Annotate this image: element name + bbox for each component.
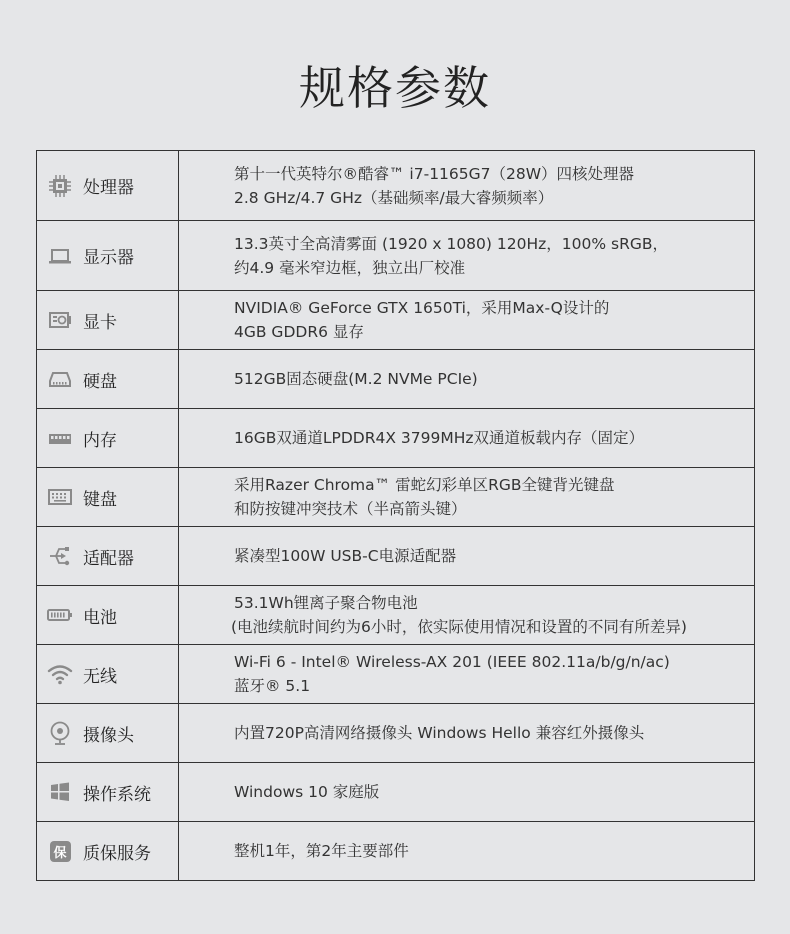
spec-value-cell xyxy=(179,822,754,880)
spec-value-line: 13.3英寸全高清雾面 (1920 x 1080) 120Hz，100% sRGB， xyxy=(234,234,668,253)
spec-value-cell xyxy=(179,409,754,467)
spec-value-cell xyxy=(179,151,754,220)
spec-row-warranty xyxy=(37,822,754,881)
warranty-icon: 保 xyxy=(47,838,73,864)
spec-value-line: 第十一代英特尔®酷睿™ i7-1165G7（28W）四核处理器 xyxy=(234,164,635,183)
spec-row-wireless xyxy=(37,645,754,704)
spec-value-cell xyxy=(179,704,754,762)
spec-value-line: (电池续航时间约为6小时，依实际使用情况和设置的不同有所差异) xyxy=(231,618,687,636)
windows-icon xyxy=(47,779,73,805)
spec-value-cell xyxy=(179,527,754,585)
spec-value-line: 16GB双通道LPDDR4X 3799MHz双通道板载内存（固定） xyxy=(234,429,645,447)
spec-row-memory xyxy=(37,409,754,468)
spec-label: 键盘 xyxy=(83,489,117,510)
spec-label: 处理器 xyxy=(83,178,134,198)
spec-row-graphics xyxy=(37,291,754,350)
spec-label-cell xyxy=(37,645,179,703)
spec-value-line: 约4.9 毫米窄边框，独立出厂校准 xyxy=(234,258,466,277)
spec-value-line: NVIDIA® GeForce GTX 1650Ti，采用Max-Q设计的 xyxy=(234,299,610,317)
spec-value-line: 整机1年，第2年主要部件 xyxy=(234,842,409,860)
spec-label: 操作系统 xyxy=(83,784,151,805)
spec-row-processor xyxy=(37,151,754,221)
spec-label-cell xyxy=(37,468,179,526)
spec-row-webcam xyxy=(37,704,754,763)
spec-value-line: 内置720P高清网络摄像头 Windows Hello 兼容红外摄像头 xyxy=(234,724,645,742)
spec-label: 硬盘 xyxy=(83,371,117,392)
spec-value-cell xyxy=(179,221,754,290)
spec-row-adapter xyxy=(37,527,754,586)
spec-value-cell xyxy=(179,645,754,703)
spec-value-line: 蓝牙® 5.1 xyxy=(234,677,311,695)
spec-label: 无线 xyxy=(83,666,117,687)
spec-label: 显示器 xyxy=(83,248,134,268)
spec-value-line: Wi-Fi 6 - Intel® Wireless-AX 201 (IEEE 802.11a/b/g/n/ac) xyxy=(234,653,670,671)
spec-label-cell xyxy=(37,822,179,880)
spec-label-cell xyxy=(37,704,179,762)
usb-icon xyxy=(47,543,73,569)
spec-row-os xyxy=(37,763,754,822)
spec-label-cell xyxy=(37,350,179,408)
spec-label-cell xyxy=(37,586,179,644)
graphics-card-icon xyxy=(47,307,73,333)
memory-icon xyxy=(47,425,73,451)
spec-value-line: 和防按键冲突技术（半高箭头键） xyxy=(234,500,467,518)
spec-value-line: Windows 10 家庭版 xyxy=(234,783,380,801)
spec-value-line: 紧凑型100W USB-C电源适配器 xyxy=(234,547,457,565)
spec-label-cell xyxy=(37,291,179,349)
keyboard-icon xyxy=(47,484,73,510)
spec-row-storage xyxy=(37,350,754,409)
laptop-icon xyxy=(47,243,73,269)
spec-label-cell xyxy=(37,221,179,290)
spec-label-cell xyxy=(37,409,179,467)
webcam-icon xyxy=(47,720,73,746)
wifi-icon xyxy=(47,661,73,687)
spec-value-cell xyxy=(179,291,754,349)
spec-value-line: 53.1Wh锂离子聚合物电池 xyxy=(234,594,418,612)
spec-value-cell xyxy=(179,468,754,526)
spec-value-cell xyxy=(179,586,754,644)
spec-value-line: 2.8 GHz/4.7 GHz（基础频率/最大睿频频率） xyxy=(234,188,554,207)
spec-value-line: 4GB GDDR6 显存 xyxy=(234,323,364,341)
spec-row-battery xyxy=(37,586,754,645)
spec-label: 摄像头 xyxy=(83,725,134,746)
spec-label-cell xyxy=(37,527,179,585)
spec-table xyxy=(36,150,755,881)
spec-value-cell xyxy=(179,350,754,408)
spec-value-line: 采用Razer Chroma™ 雷蛇幻彩单区RGB全键背光键盘 xyxy=(234,476,615,494)
spec-label: 内存 xyxy=(83,430,117,451)
battery-icon xyxy=(47,602,73,628)
spec-label: 质保服务 xyxy=(83,843,151,864)
spec-value-line: 512GB固态硬盘(M.2 NVMe PCIe) xyxy=(234,370,478,388)
cpu-icon xyxy=(47,173,73,199)
spec-row-display xyxy=(37,221,754,291)
spec-row-keyboard xyxy=(37,468,754,527)
hard-drive-icon xyxy=(47,366,73,392)
spec-label-cell xyxy=(37,151,179,220)
spec-label: 显卡 xyxy=(83,312,117,333)
spec-label-cell xyxy=(37,763,179,821)
page-title: 规格参数 xyxy=(299,61,491,115)
spec-value-cell xyxy=(179,763,754,821)
spec-label: 适配器 xyxy=(83,548,134,569)
spec-label: 电池 xyxy=(83,607,117,628)
